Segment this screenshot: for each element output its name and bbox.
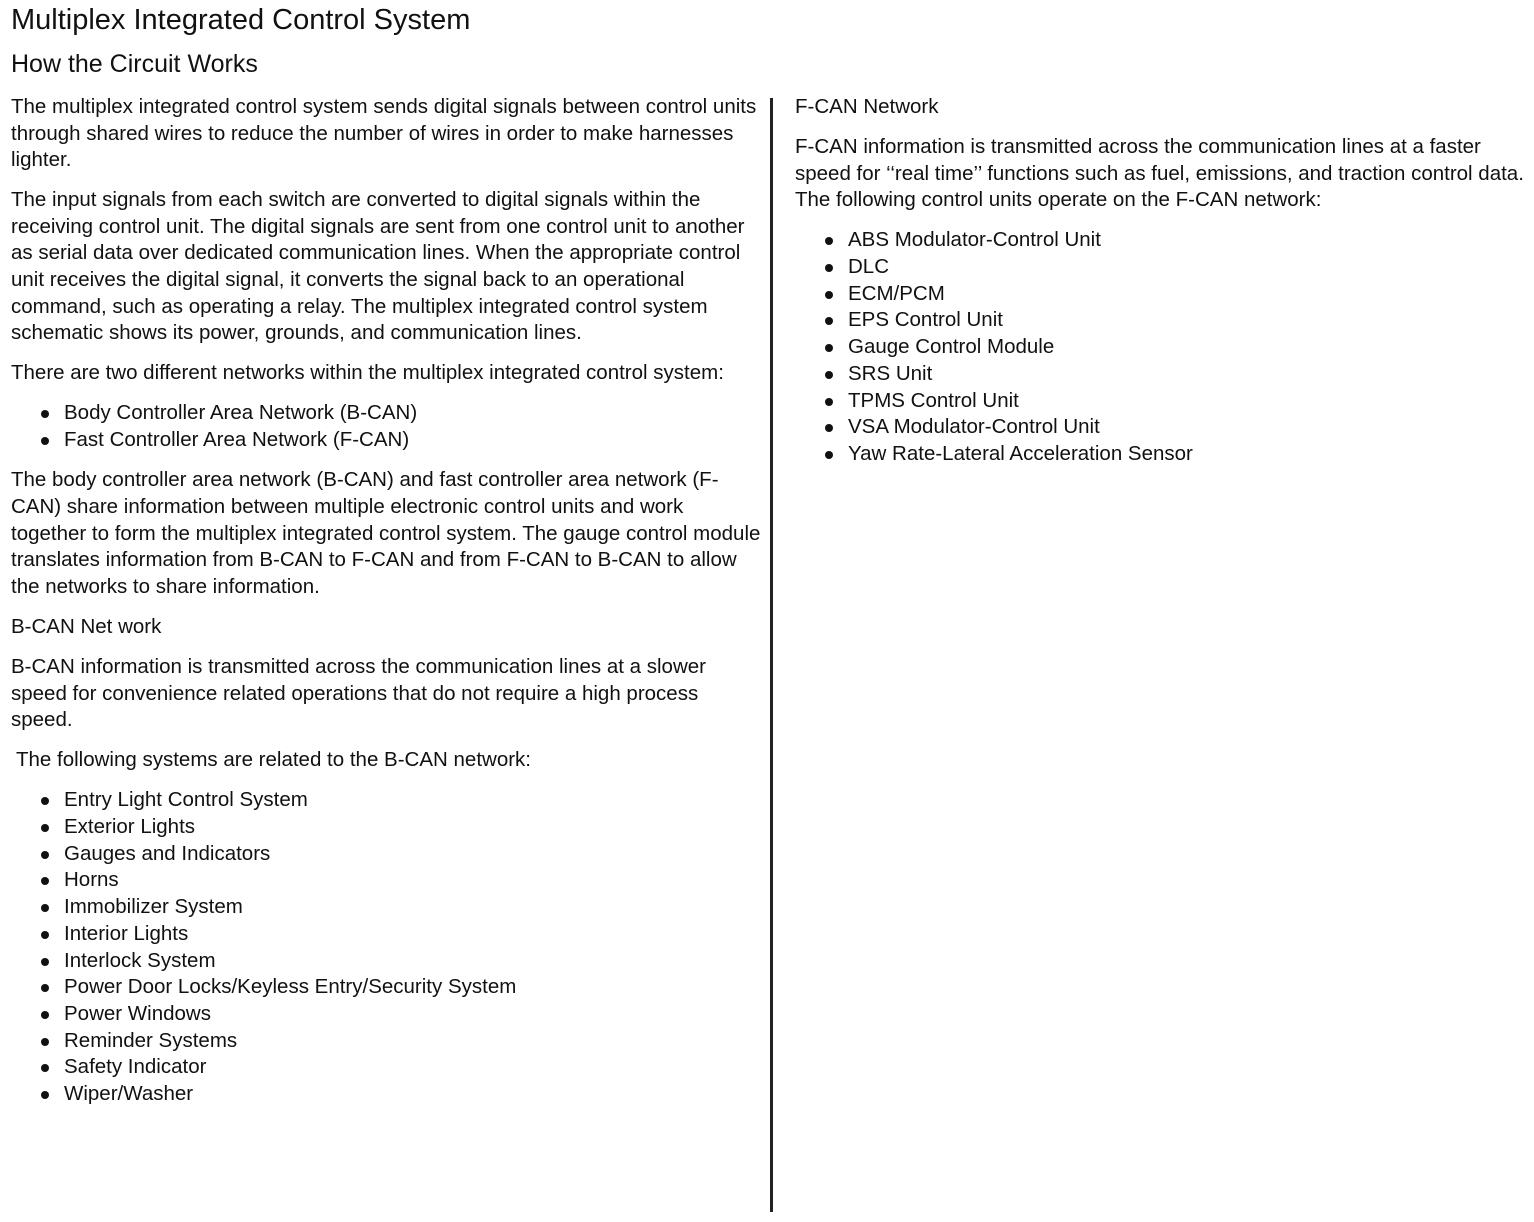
list-item: ABS Modulator-Control Unit [795,227,1534,254]
networks-list [11,400,761,453]
networks-intro-paragraph: There are two different networks within the multiplex integrated control system: [11,361,724,385]
list-item: TPMS Control Unit [795,388,1534,415]
fcan-heading: F-CAN Network [795,95,939,118]
section-title: How the Circuit Works [11,50,258,78]
list-item: DLC [795,254,1534,281]
list-item: Fast Controller Area Network (F-CAN) [11,427,761,454]
list-item: Interior Lights [11,921,761,948]
list-item: Power Windows [11,1001,761,1028]
list-item: Gauge Control Module [795,334,1534,361]
list-item: Body Controller Area Network (B-CAN) [11,400,761,427]
list-item: Reminder Systems [11,1028,761,1055]
intro-paragraph: The multiplex integrated control system sends digital signals between control units through shared wires to reduce the number of wires in order to make harnesses lighter. [11,95,757,172]
column-divider [770,98,773,1212]
list-item: SRS Unit [795,361,1534,388]
list-item: Wiper/Washer [11,1081,761,1108]
list-item: Yaw Rate-Lateral Acceleration Sensor [795,441,1534,468]
list-item: Power Door Locks/Keyless Entry/Security System [11,974,761,1001]
list-item: Interlock System [11,948,761,975]
list-item: Immobilizer System [11,894,761,921]
list-item: ECM/PCM [795,281,1534,308]
list-item: Exterior Lights [11,814,761,841]
list-item: Safety Indicator [11,1054,761,1081]
fcan-units-list [795,227,1534,467]
list-item: VSA Modulator-Control Unit [795,414,1534,441]
fcan-paragraph: F-CAN information is transmitted across the communication lines at a faster speed for ‘‘real time’’ functions such as fuel, emissions, and traction control data. The following control units operate on the F-CAN network: [795,135,1524,212]
list-item: EPS Control Unit [795,307,1534,334]
list-item: Gauges and Indicators [11,841,761,868]
bcan-systems-list [11,787,761,1107]
list-item: Entry Light Control System [11,787,761,814]
page-title: Multiplex Integrated Control System [11,4,471,36]
left-column [11,94,761,1121]
bcan-paragraph: B-CAN information is transmitted across the communication lines at a slower speed for convenience related operations that do not require a high process speed. [11,654,706,732]
right-column [795,94,1534,481]
bcan-systems-intro: The following systems are related to the B-CAN network: [16,748,531,772]
bcan-heading: B-CAN Net work [11,614,162,638]
networks-share-paragraph: The body controller area network (B-CAN) and fast controller area network (F-CAN) share information between multiple electronic control units and work together to form the multiplex integrated control system. The gauge control module translates information from B-CAN to F-CAN and from F-CAN to B-CAN to allow the networks to share information. [11,468,761,598]
signals-paragraph: The input signals from each switch are converted to digital signals within the receiving control unit. The digital signals are sent from one control unit to another as serial data over dedicated communication lines. When the appropriate control unit receives the digital signal, it converts the signal back to an operational command, such as operating a relay. The multiplex integrated control system schematic shows its power, grounds, and communication lines. [11,188,745,345]
list-item: Horns [11,867,761,894]
